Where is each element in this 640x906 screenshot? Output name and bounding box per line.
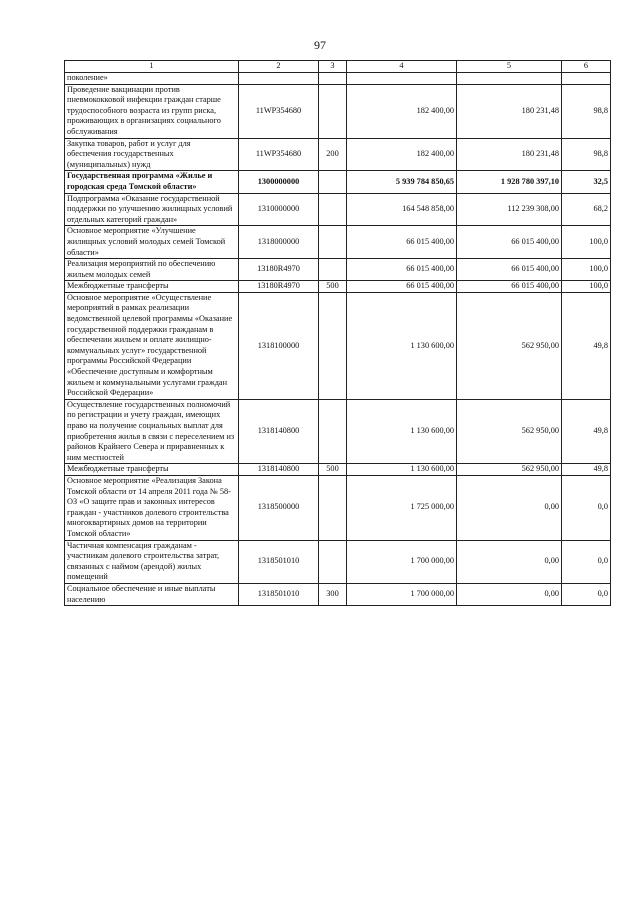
table-cell-code: 1318501010 (239, 583, 319, 605)
table-cell-name: Основное мероприятие «Улучшение жилищных условий молодых семей Томской области» (65, 226, 239, 259)
table-cell-code: 13180R4970 (239, 281, 319, 293)
table-cell-pct: 49,8 (562, 399, 611, 464)
table-row (65, 292, 611, 399)
table-row (65, 193, 611, 226)
table-cell-fact: 562 950,00 (457, 292, 562, 399)
table-cell-pct: 0,0 (562, 475, 611, 540)
table-cell-type (319, 292, 347, 399)
table-cell-fact: 1 928 780 397,10 (457, 171, 562, 193)
table-row (65, 226, 611, 259)
table-cell-type (319, 193, 347, 226)
table-cell-name: Частичная компенсация гражданам - участникам долевого строительства затрат, связанных с наймом (арендой) жилых помещений (65, 540, 239, 583)
table-cell-plan: 1 130 600,00 (347, 292, 457, 399)
table-cell-type: 300 (319, 583, 347, 605)
table-cell-fact: 0,00 (457, 540, 562, 583)
table-cell-name: Основное мероприятие «Осуществление мероприятий в рамках реализации ведомственной целевой программы «Оказание государственной поддержки гражданам в обеспечении жильем и оплате жилищно-коммунальных услуг» государственной программы Российской Федерации «Обеспечение доступным и комфортным жильем и коммунальными услугами граждан Российской Федерации» (65, 292, 239, 399)
table-cell-code: 1318140800 (239, 464, 319, 476)
table-row (65, 464, 611, 476)
table-cell-code: 1318140800 (239, 399, 319, 464)
table-row (65, 259, 611, 281)
table-cell-code: 1318501010 (239, 540, 319, 583)
table-cell-name: Государственная программа «Жилье и городская среда Томской области» (65, 171, 239, 193)
table-cell-name: поколение» (65, 73, 239, 85)
table-cell-name: Проведение вакцинации против пневмококковой инфекции граждан старше трудоспособного возраста из групп риска, проживающих в организациях социального обслуживания (65, 84, 239, 138)
table-cell-plan: 1 725 000,00 (347, 475, 457, 540)
column-header: 2 (239, 61, 319, 73)
table-cell-plan: 66 015 400,00 (347, 281, 457, 293)
table-cell-type (319, 540, 347, 583)
table-cell-plan: 66 015 400,00 (347, 226, 457, 259)
table-cell-fact: 66 015 400,00 (457, 226, 562, 259)
table-cell-code: 1310000000 (239, 193, 319, 226)
table-cell-name: Осуществление государственных полномочий по регистрации и учету граждан, имеющих право на получение социальных выплат для приобретения жилья в связи с переселением из районов Крайнего Севера и приравненных к ним местностей (65, 399, 239, 464)
column-header: 5 (457, 61, 562, 73)
table-cell-name: Реализация мероприятий по обеспечению жильем молодых семей (65, 259, 239, 281)
table-cell-type (319, 84, 347, 138)
table-cell-pct: 100,0 (562, 226, 611, 259)
table-row (65, 73, 611, 85)
table-cell-fact: 0,00 (457, 583, 562, 605)
table-row (65, 583, 611, 605)
table-cell-code: 1300000000 (239, 171, 319, 193)
table-cell-fact: 112 239 308,00 (457, 193, 562, 226)
table-row (65, 475, 611, 540)
table-cell-plan: 1 130 600,00 (347, 399, 457, 464)
column-header: 1 (65, 61, 239, 73)
table-row (65, 540, 611, 583)
table-header-row (65, 61, 611, 73)
table-cell-name: Социальное обеспечение и иные выплаты населению (65, 583, 239, 605)
table-cell-pct: 100,0 (562, 259, 611, 281)
table-cell-name: Межбюджетные трансферты (65, 464, 239, 476)
table-cell-pct: 49,8 (562, 292, 611, 399)
table-cell-name: Подпрограмма «Оказание государственной поддержки по улучшению жилищных условий отдельных категорий граждан» (65, 193, 239, 226)
table-cell-plan: 1 130 600,00 (347, 464, 457, 476)
table-cell-code: 11WP354680 (239, 84, 319, 138)
table-cell-fact: 0,00 (457, 475, 562, 540)
table-cell-name: Основное мероприятие «Реализация Закона Томской области от 14 апреля 2011 года № 58-ОЗ «О защите прав и законных интересов граждан - участников долевого строительства многоквартирных домов на территории Томской области» (65, 475, 239, 540)
table-cell-type (319, 171, 347, 193)
table-cell-fact: 562 950,00 (457, 399, 562, 464)
table-cell-code: 1318100000 (239, 292, 319, 399)
table-cell-pct: 32,5 (562, 171, 611, 193)
table-cell-type: 500 (319, 281, 347, 293)
table-cell-type (319, 259, 347, 281)
table-cell-pct: 100,0 (562, 281, 611, 293)
table-cell-type: 200 (319, 138, 347, 171)
table-cell-code: 13180R4970 (239, 259, 319, 281)
table-cell-fact: 180 231,48 (457, 138, 562, 171)
table-row (65, 281, 611, 293)
column-header: 4 (347, 61, 457, 73)
table-cell-pct: 49,8 (562, 464, 611, 476)
column-header: 6 (562, 61, 611, 73)
table-cell-code (239, 73, 319, 85)
table-cell-type (319, 73, 347, 85)
table-cell-pct: 0,0 (562, 540, 611, 583)
table-cell-plan: 1 700 000,00 (347, 583, 457, 605)
table-cell-type (319, 399, 347, 464)
table-cell-plan: 164 548 858,00 (347, 193, 457, 226)
table-cell-type (319, 475, 347, 540)
table-row (65, 138, 611, 171)
table-cell-pct (562, 73, 611, 85)
table-cell-plan: 5 939 784 850,65 (347, 171, 457, 193)
table-cell-type (319, 226, 347, 259)
table-cell-plan: 182 400,00 (347, 84, 457, 138)
budget-table (64, 60, 611, 606)
table-cell-pct: 0,0 (562, 583, 611, 605)
table-cell-fact: 66 015 400,00 (457, 281, 562, 293)
table-cell-plan: 182 400,00 (347, 138, 457, 171)
table-cell-fact (457, 73, 562, 85)
table-row (65, 171, 611, 193)
table-cell-code: 1318500000 (239, 475, 319, 540)
table-cell-name: Закупка товаров, работ и услуг для обеспечения государственных (муниципальных) нужд (65, 138, 239, 171)
table-cell-pct: 98,8 (562, 84, 611, 138)
table-cell-fact: 66 015 400,00 (457, 259, 562, 281)
table-cell-fact: 562 950,00 (457, 464, 562, 476)
table-cell-plan (347, 73, 457, 85)
table-cell-pct: 68,2 (562, 193, 611, 226)
table-cell-type: 500 (319, 464, 347, 476)
table-cell-plan: 1 700 000,00 (347, 540, 457, 583)
column-header: 3 (319, 61, 347, 73)
table-cell-plan: 66 015 400,00 (347, 259, 457, 281)
table-cell-code: 11WP354680 (239, 138, 319, 171)
table-row (65, 399, 611, 464)
page-number: 97 (314, 38, 326, 52)
table-cell-pct: 98,8 (562, 138, 611, 171)
table-cell-fact: 180 231,48 (457, 84, 562, 138)
table-row (65, 84, 611, 138)
table-cell-name: Межбюджетные трансферты (65, 281, 239, 293)
table-cell-code: 1318000000 (239, 226, 319, 259)
